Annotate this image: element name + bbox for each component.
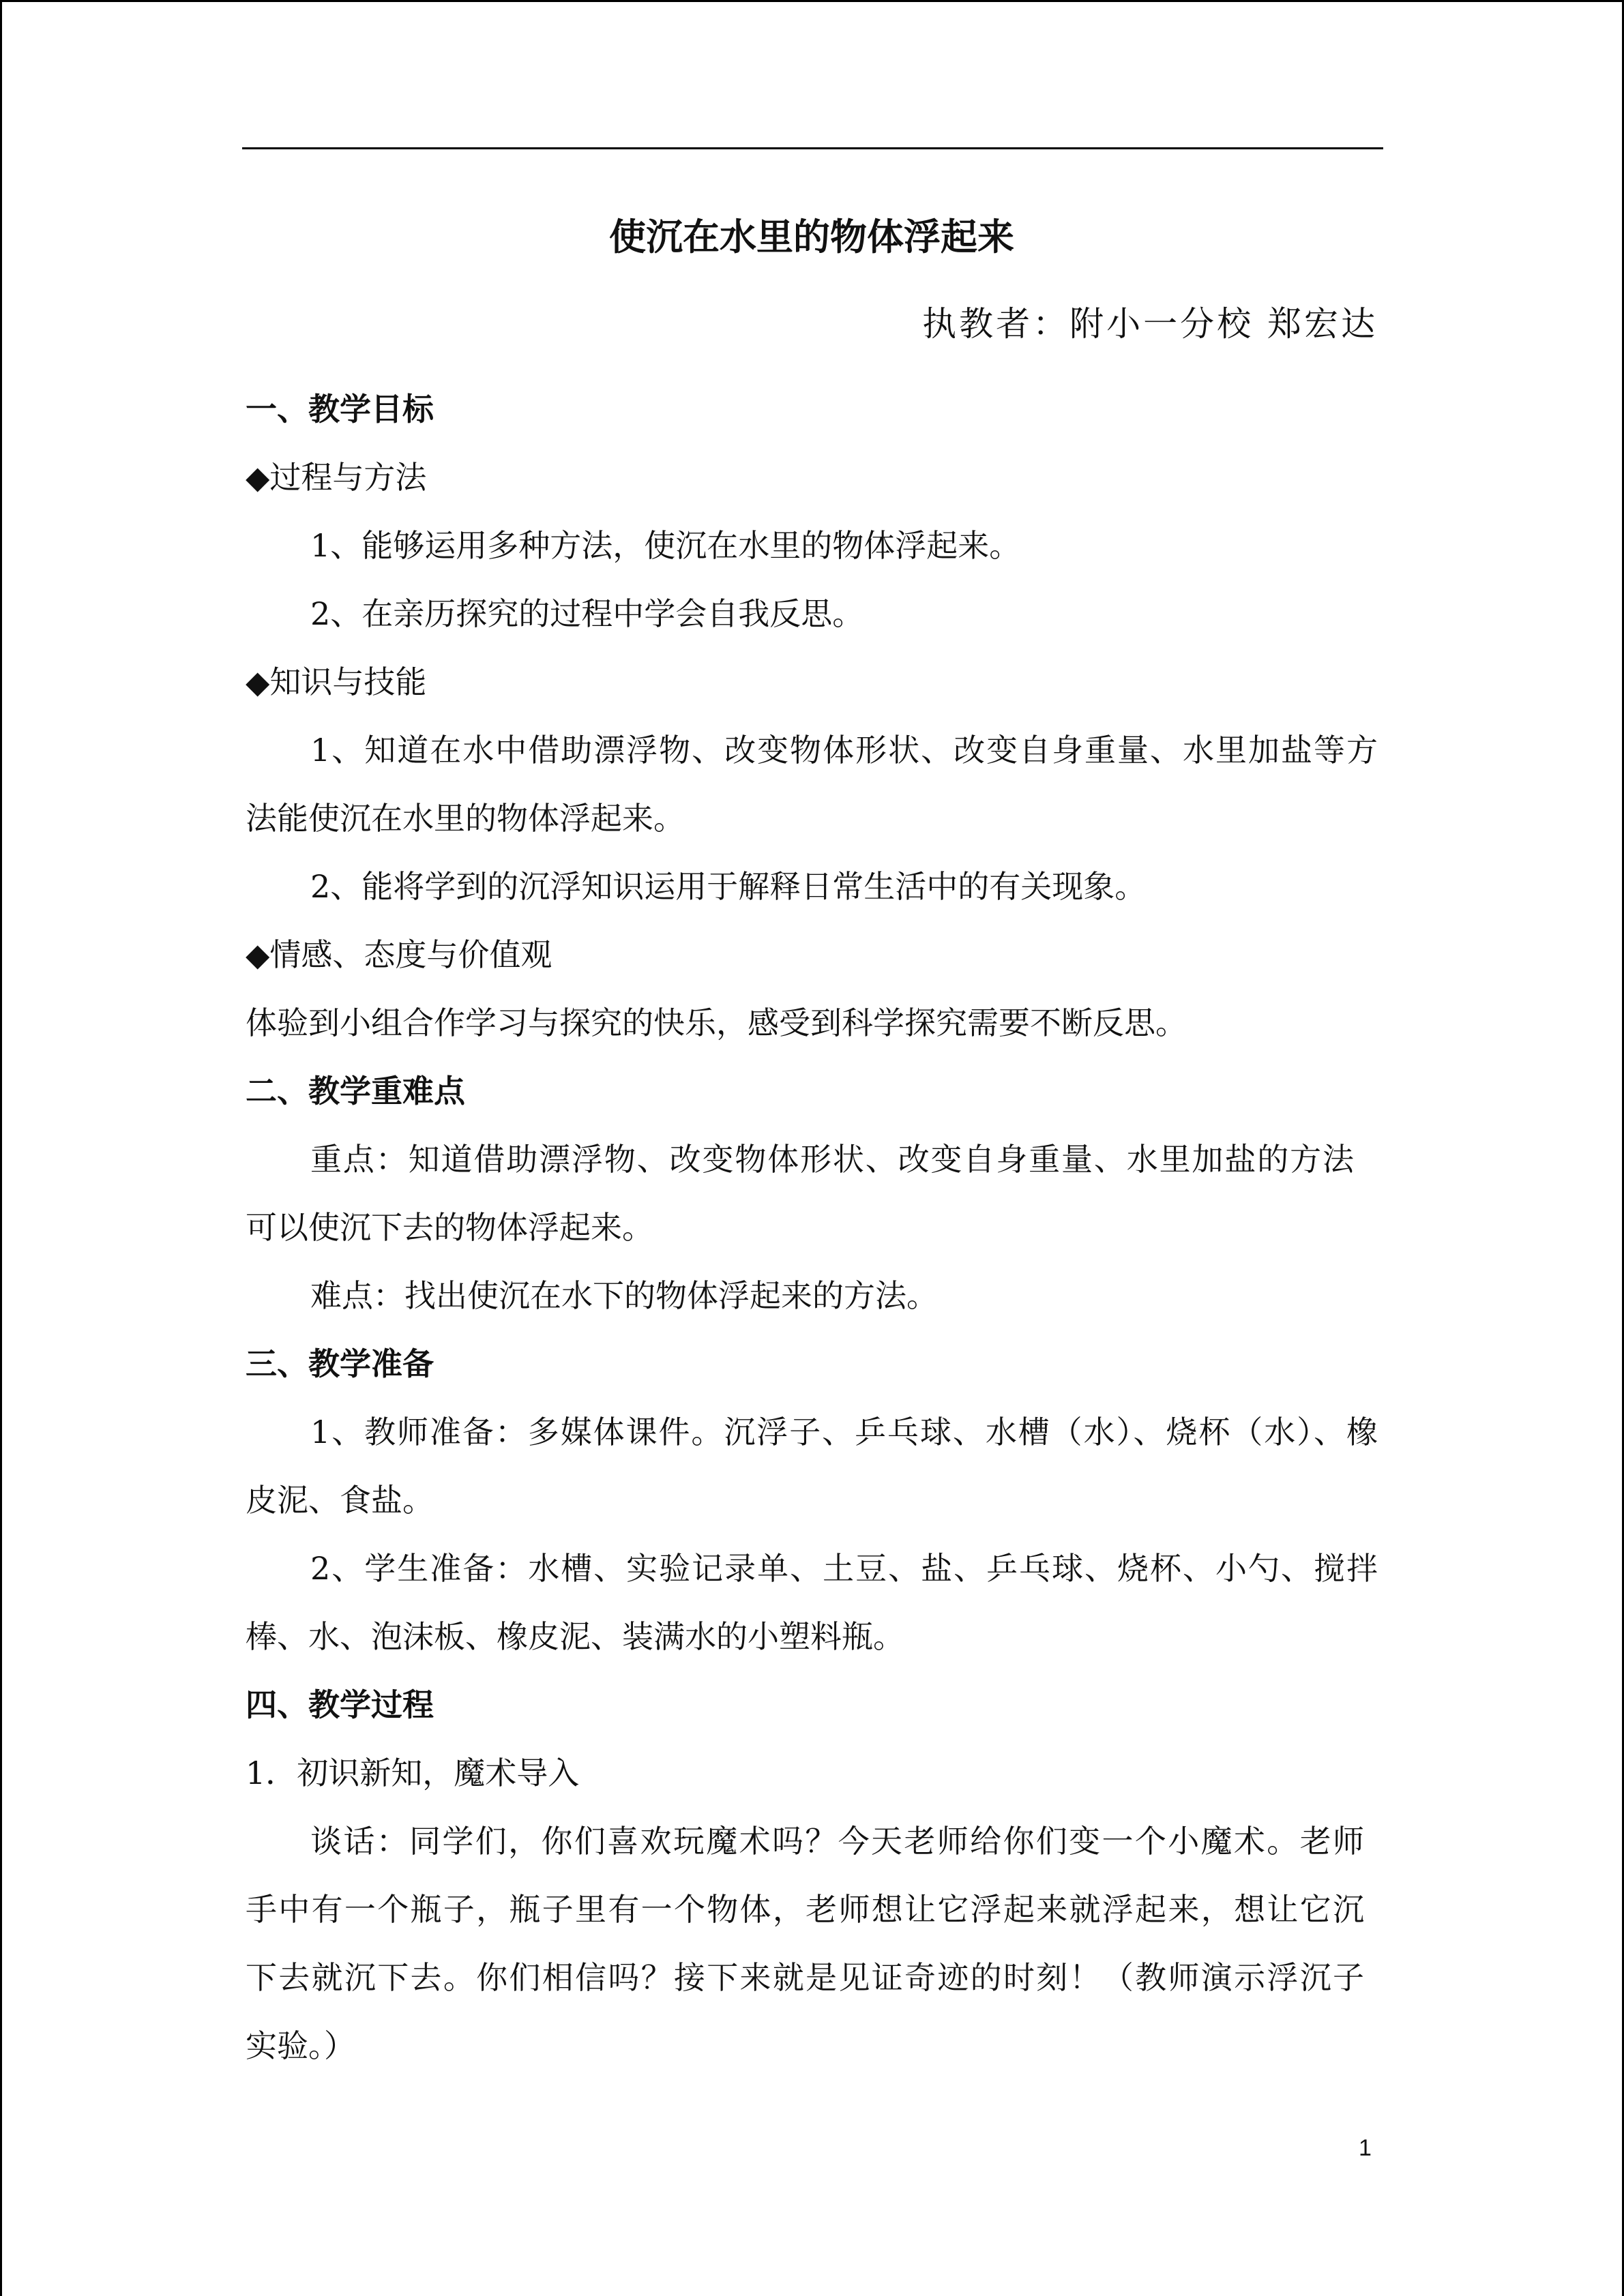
subheading-process-method: ◆过程与方法 (246, 459, 427, 496)
process-paragraph: 谈话：同学们，你们喜欢玩魔术吗？今天老师给你们变一个小魔术。老师 (310, 1823, 1364, 1860)
difficulty-text: 难点：找出使沉在水下的物体浮起来的方法。 (310, 1277, 938, 1314)
process-step-heading: 1．初识新知，魔术导入 (246, 1755, 580, 1791)
objective-item: 1、知道在水中借助漂浮物、改变物体形状、改变自身重量、水里加盐等方 (310, 732, 1378, 769)
student-preparation-continued: 棒、水、泡沫板、橡皮泥、装满水的小塑料瓶。 (246, 1618, 904, 1655)
objective-item-continued: 法能使沉在水里的物体浮起来。 (246, 800, 685, 837)
teacher-preparation-continued: 皮泥、食盐。 (246, 1482, 434, 1519)
process-paragraph: 手中有一个瓶子，瓶子里有一个物体，老师想让它浮起来就浮起来，想让它沉 (246, 1891, 1364, 1928)
section-heading-key-points: 二、教学重难点 (246, 1073, 465, 1109)
section-heading-preparation: 三、教学准备 (246, 1345, 434, 1382)
process-paragraph: 实验。） (246, 2027, 355, 2064)
key-point-text-continued: 可以使沉下去的物体浮起来。 (246, 1209, 653, 1246)
objective-item: 1、能够运用多种方法，使沉在水里的物体浮起来。 (310, 527, 1021, 564)
process-paragraph: 下去就沉下去。你们相信吗？接下来就是见证奇迹的时刻！（教师演示浮沉子 (246, 1959, 1364, 1996)
teacher-preparation: 1、教师准备：多媒体课件。沉浮子、乒乓球、水槽（水）、烧杯（水）、橡 (310, 1414, 1378, 1450)
section-heading-process: 四、教学过程 (246, 1686, 434, 1723)
student-preparation: 2、学生准备：水槽、实验记录单、土豆、盐、乒乓球、烧杯、小勺、搅拌 (310, 1550, 1378, 1587)
section-heading-objectives: 一、教学目标 (246, 391, 434, 428)
key-point-text: 重点：知道借助漂浮物、改变物体形状、改变自身重量、水里加盐的方法 (310, 1141, 1354, 1178)
document-title: 使沉在水里的物体浮起来 (609, 215, 1014, 258)
objective-item: 2、在亲历探究的过程中学会自我反思。 (310, 595, 864, 632)
page-border-top (0, 0, 1624, 2)
objective-item: 体验到小组合作学习与探究的快乐，感受到科学探究需要不断反思。 (246, 1004, 1187, 1041)
subheading-attitude-values: ◆情感、态度与价值观 (246, 936, 552, 973)
subheading-knowledge-skills: ◆知识与技能 (246, 664, 427, 700)
header-rule (242, 147, 1383, 149)
page-number: 1 (1359, 2135, 1372, 2161)
page-border-left (0, 0, 2, 2296)
objective-item: 2、能将学到的沉浮知识运用于解释日常生活中的有关现象。 (310, 868, 1147, 905)
author-line: 执教者：附小一分校 郑宏达 (922, 304, 1378, 344)
